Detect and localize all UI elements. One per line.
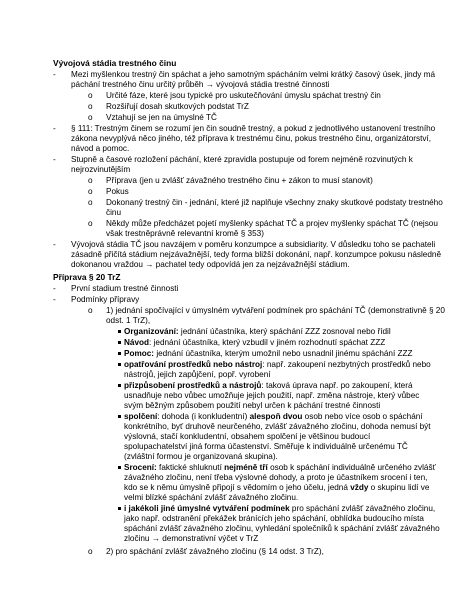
paragraph-line: § 111: Trestným činem se rozumí jen čin soudně trestný, a pokud z jednotlivého ustanovení trestního	[71, 124, 436, 133]
list-item-continuation: nástrojů, jejich zapůjčení, popř. vyrobení	[124, 370, 271, 379]
paragraph-line: nejrozvinutějším	[71, 165, 131, 174]
list-item: Vztahují se jen na úmyslné TČ	[106, 113, 217, 122]
dash-bullet: -	[53, 155, 56, 164]
paragraph-line: návod a pomoc.	[71, 144, 130, 153]
list-item-continuation: výslovná, stačí konkludentní, obsahem spolčení je většinou budoucí	[124, 432, 371, 441]
list-item-continuation: velmi blízké spáchání zvlášť závažného zločinu.	[124, 493, 299, 502]
list-item-continuation: činu	[106, 208, 122, 217]
paragraph-line: Podmínky přípravy	[71, 295, 140, 304]
section-heading-priprava: Příprava § 20 TrZ	[53, 272, 121, 282]
square-bullet	[118, 352, 121, 355]
dash-bullet: -	[53, 284, 56, 293]
list-item-continuation: spolupachatelství jiná forma účastenství. Směřuje k individuálně určenému TČ	[124, 442, 408, 451]
square-bullet	[118, 507, 121, 510]
dash-bullet: -	[53, 124, 56, 133]
circle-bullet: o	[88, 102, 93, 111]
list-item: Organizování: jednání účastníka, který spáchání ZZZ zosnoval nebo řídil	[124, 327, 391, 336]
paragraph-line: páchání trestného činu určitý průběh → vývojová stádia trestné činnosti	[71, 80, 330, 89]
list-item: Pomoc: jednání účastníka, kterým umožnil nebo usnadnil jinému spáchání ZZZ	[124, 349, 413, 358]
square-bullet	[118, 415, 121, 418]
square-bullet	[118, 341, 121, 344]
list-item: Rozšiřují dosah skutkových podstat TrZ	[106, 102, 249, 111]
list-item: i jakékoli jiné úmyslné vytváření podmínek pro spáchání zvlášť závažného zločinu,	[124, 504, 436, 513]
circle-bullet: o	[88, 113, 93, 122]
condition-line: odst. 1 TrZ),	[106, 316, 151, 325]
list-item-continuation: jako např. odstranění překážek bránících jeho spáchání, obhlídka budoucího místa	[124, 514, 424, 523]
paragraph-line: Mezi myšlenkou trestný čin spáchat a jeho samotným spácháním velmi krátký časový úsek, jindy má	[71, 70, 436, 79]
list-item: Pokus	[106, 187, 129, 196]
list-item-continuation: kdo se k němu úmyslně připojí s vědomím o jeho účelu, jedná vždy o skupinu lidí ve	[124, 483, 430, 492]
list-item: Srocení: faktické shluknutí nejméně tří osob k spáchání individuálně určeného zvlášť	[124, 463, 436, 472]
list-item-continuation: konkrétního, byť druhově neurčeného, zvlášť závažného zločinu, dohoda nemusí být	[124, 422, 431, 431]
circle-bullet: o	[88, 91, 93, 100]
square-bullet	[118, 363, 121, 366]
square-bullet	[118, 466, 121, 469]
section-heading-stadia: Vývojová stádia trestného činu	[53, 58, 177, 68]
list-item: spolčení: dohoda (i konkludentní) alespoň dvou osob nebo více osob o spáchání	[124, 412, 423, 421]
circle-bullet: o	[88, 198, 93, 207]
paragraph-line: První stadium trestné činnosti	[71, 284, 179, 293]
list-item-continuation: svým běžným způsobem použití nebyl určen k páchání trestné činnosti	[124, 401, 381, 410]
dash-bullet: -	[53, 295, 56, 304]
list-item: Určité fáze, které jsou typické pro uskutečňování úmyslu spáchat trestný čin	[106, 91, 381, 100]
paragraph-line: zákona nevyplývá něco jiného, též příprava k trestnému činu, pokus trestného činu, organizátorství,	[71, 134, 431, 143]
dash-bullet: -	[53, 70, 56, 79]
list-item-continuation: (zvláštní formou je organizovaná skupina).	[124, 452, 278, 461]
list-item-continuation: zločinu → demonstrativní výčet v TrZ	[124, 534, 259, 543]
square-bullet	[118, 330, 121, 333]
condition-line: 1) jednání spočívající v úmyslném vytváření podmínek pro spáchání TČ (demonstrativně § 20	[106, 306, 445, 315]
list-item: přizpůsobení prostředků a nástrojů: taková úprava např. po zakoupení, která	[124, 381, 413, 390]
list-item: opatřování prostředků nebo nástroj: např. zakoupení nezbytných prostředků nebo	[124, 360, 431, 369]
list-item-continuation: závažného zločinu, není třeba výslovné dohody, a proto je účastníkem srocení i ten,	[124, 473, 428, 482]
paragraph-line: dokonanou vraždou → pachatel tedy odpovídá jen za nejzávažnější stádium.	[71, 260, 350, 269]
circle-bullet: o	[88, 176, 93, 185]
paragraph-line: Vývojová stádia TČ jsou navzájem v poměru konzumpce a subsidiarity. V důsledku toho se pachateli	[71, 240, 436, 249]
list-item: Dokonaný trestný čin - jednání, které již naplňuje všechny znaky skutkové podstaty trestného	[106, 198, 443, 207]
paragraph-line: zásadně přičítá stádium nejzávažnější, tedy forma bližší dokonání, např. konzumpce pokusu následně	[71, 250, 442, 259]
paragraph-line: Stupně a časové rozložení páchání, které zpravidla postupuje od forem nejméně rozvinutých k	[71, 155, 413, 164]
condition-line: 2) pro spáchání zvlášť závažného zločinu (§ 14 odst. 3 TrZ),	[106, 547, 324, 556]
circle-bullet: o	[88, 306, 93, 315]
circle-bullet: o	[88, 187, 93, 196]
list-item: Někdy může předcházet pojetí myšlenky spáchat TČ a projev myšlenky spáchat TČ (nejsou	[106, 219, 438, 228]
list-item-continuation: spáchání zvlášť závažného zločinu, vyhledání společníků k spáchání zvlášť závažného	[124, 524, 440, 533]
square-bullet	[118, 384, 121, 387]
list-item-continuation: usnadňuje nebo vůbec umožňuje jejich použití, např. změna nástroje, který vůbec	[124, 391, 420, 400]
circle-bullet: o	[88, 547, 93, 556]
circle-bullet: o	[88, 219, 93, 228]
dash-bullet: -	[53, 240, 56, 249]
list-item: Návod: jednání účastníka, který vzbudil v jiném rozhodnutí spáchat ZZZ	[124, 338, 386, 347]
list-item-continuation: však trestněprávně relevantní kromě § 353)	[106, 229, 264, 238]
list-item: Příprava (jen u zvlášť závažného trestného činu + zákon to musí stanovit)	[106, 176, 373, 185]
